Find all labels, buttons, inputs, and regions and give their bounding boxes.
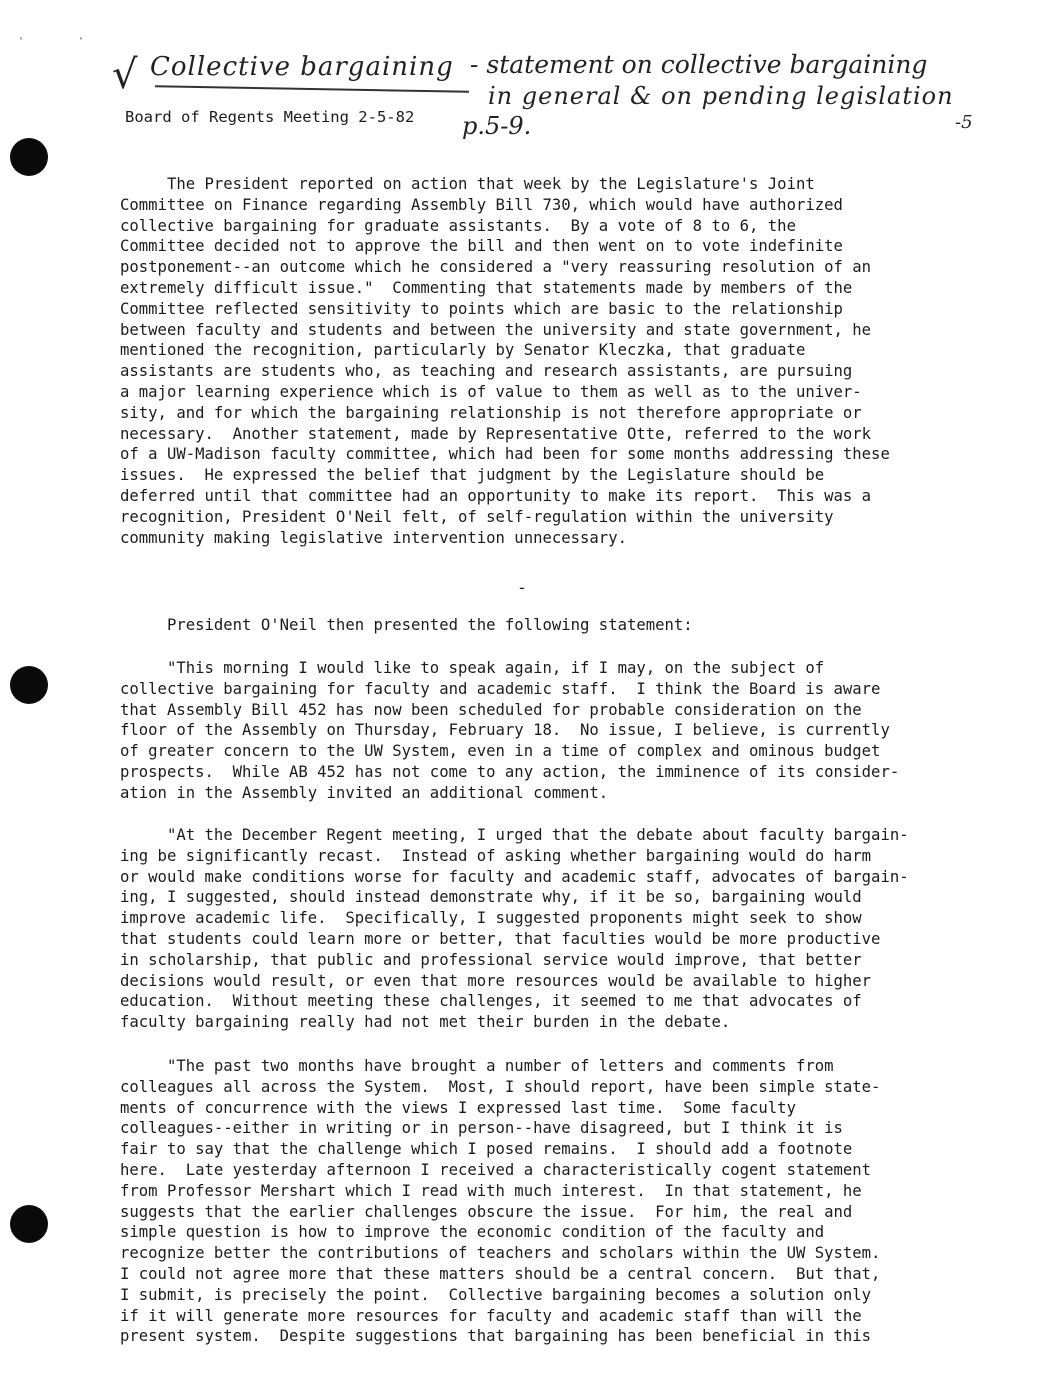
body-paragraph [120,1056,1000,1347]
body-paragraph [120,174,1000,548]
speck-mark: ' [78,36,85,47]
text-line: ments of concurrence with the views I expressed last time. Some faculty [120,1098,796,1117]
meeting-label: Board of Regents Meeting 2-5-82 [125,108,415,126]
text-line: of greater concern to the UW System, even in a time of complex and ominous budget [120,742,881,761]
text-line: assistants are students who, as teaching and research assistants, are pursuing [120,362,853,381]
binder-hole [10,1205,48,1243]
text-line: recognize better the contributions of teachers and scholars within the UW System. [120,1244,881,1263]
text-line: colleagues--either in writing or in person--have disagreed, but I think it is [120,1119,843,1138]
handwritten-checkmark: √ [112,52,138,98]
text-line: Committee decided not to approve the bill and then went on to vote indefinite [120,237,843,256]
text-line: ing be significantly recast. Instead of asking whether bargaining would do harm [120,846,872,865]
text-line: Committee on Finance regarding Assembly Bill 730, which would have authorized [120,195,843,214]
text-line: collective bargaining for faculty and academic staff. I think the Board is aware [120,679,881,698]
text-line: education. Without meeting these challenges, it seemed to me that advocates of [120,992,862,1011]
text-line: that Assembly Bill 452 has now been scheduled for probable consideration on the [120,700,862,719]
text-line: Committee reflected sensitivity to points which are basic to the relationship [120,299,843,318]
handwritten-underline [155,85,469,92]
text-line: collective bargaining for graduate assistants. By a vote of 8 to 6, the [120,216,796,235]
text-line: suggests that the earlier challenges obscure the issue. For him, the real and [120,1202,853,1221]
text-line: in scholarship, that public and professional service would improve, that better [120,950,862,969]
text-line: necessary. Another statement, made by Representative Otte, referred to the work [120,424,872,443]
text-line: colleagues all across the System. Most, I should report, have been simple state- [120,1077,881,1096]
text-line: "The past two months have brought a number of letters and comments from [120,1057,834,1075]
text-line: ing, I suggested, should instead demonstrate why, if it be so, bargaining would [120,888,862,907]
text-line: if it will generate more resources for faculty and academic staff than will the [120,1306,862,1325]
text-line: between faculty and students and between the university and state government, he [120,320,872,339]
text-line: or would make conditions worse for faculty and academic staff, advocates of bargain- [120,867,909,886]
text-line: here. Late yesterday afternoon I received a characteristically cogent statement [120,1160,872,1179]
binder-hole [10,666,48,704]
text-line: ation in the Assembly invited an additional comment. [120,783,609,802]
body-paragraph [120,615,1000,636]
text-line: present system. Despite suggestions that bargaining has been beneficial in this [120,1327,872,1346]
text-line: sity, and for which the bargaining relationship is not therefore appropriate or [120,403,862,422]
text-line: from Professor Mershart which I read with much interest. In that statement, he [120,1181,862,1200]
body-paragraph [120,658,1000,804]
text-line: simple question is how to improve the economic condition of the faculty and [120,1223,825,1242]
text-line: of a UW-Madison faculty committee, which had been for some months addressing these [120,445,890,464]
text-line: "At the December Regent meeting, I urged that the debate about faculty bargain- [120,826,909,844]
text-line: improve academic life. Specifically, I suggested proponents might seek to show [120,909,862,928]
text-line: community making legislative intervention unnecessary. [120,528,627,547]
text-line: that students could learn more or better, that faculties would be more productive [120,929,881,948]
section-separator: - [517,578,527,597]
binder-hole [10,138,48,176]
text-line: a major learning experience which is of value to them as well as to the univer- [120,382,862,401]
handwritten-note-line3: p.5-9. [462,112,532,140]
text-line: fair to say that the challenge which I posed remains. I should add a footnote [120,1140,853,1159]
text-line: "This morning I would like to speak again, if I may, on the subject of [120,659,825,677]
text-line: I could not agree more that these matters should be a central concern. But that, [120,1264,881,1283]
handwritten-title: Collective bargaining [150,52,454,82]
body-paragraph [120,825,1000,1033]
text-line: extremely difficult issue." Commenting that statements made by members of the [120,278,853,297]
text-line: decisions would result, or even that more resources would be available to higher [120,971,872,990]
text-line: mentioned the recognition, particularly by Senator Kleczka, that graduate [120,341,806,360]
handwritten-note-line2: in general & on pending legislation [488,82,954,110]
text-line: recognition, President O'Neil felt, of self-regulation within the university [120,507,834,526]
text-line: prospects. While AB 452 has not come to any action, the imminence of its consider- [120,762,900,781]
text-line: I submit, is precisely the point. Collective bargaining becomes a solution only [120,1285,872,1304]
text-line: floor of the Assembly on Thursday, February 18. No issue, I believe, is currently [120,721,890,740]
text-line: deferred until that committee had an opportunity to make its report. This was a [120,486,872,505]
text-line: issues. He expressed the belief that judgment by the Legislature should be [120,466,825,485]
speck-mark: ' [18,36,25,47]
text-line: The President reported on action that week by the Legislature's Joint [120,175,815,193]
page-number: -5 [955,112,973,133]
text-line: postponement--an outcome which he considered a "very reassuring resolution of an [120,258,872,277]
handwritten-note-line1: - statement on collective bargaining [470,50,928,79]
text-line: President O'Neil then presented the following statement: [120,616,693,634]
text-line: faculty bargaining really had not met their burden in the debate. [120,1013,731,1032]
